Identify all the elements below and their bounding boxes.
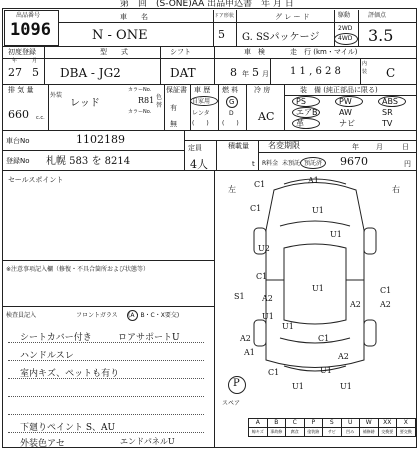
reg-label: 登録No: [6, 157, 30, 165]
color-no-value: R81: [138, 96, 155, 105]
drive-2wd: 2WD: [338, 25, 353, 32]
damage-mark: A1: [308, 176, 319, 185]
note-line-2: ロアサポートU: [118, 333, 180, 343]
damage-mark: A2: [262, 294, 273, 303]
ac-label: 冷 房: [254, 86, 271, 94]
damage-mark: A2: [240, 334, 251, 343]
damage-mark: A2: [338, 352, 349, 361]
damage-mark: U1: [262, 312, 274, 321]
note-line-1: シートカバー付き: [20, 333, 92, 343]
model-value: DBA - JG2: [60, 66, 121, 80]
equip-item: ナビ: [339, 119, 355, 128]
equip-label: 装 備 (純正部品に限る): [300, 86, 378, 94]
chassis-value: 1102189: [76, 133, 125, 146]
note-line-4: 室内キズ、ペットも有り: [20, 369, 120, 379]
lot-label: 出品番号: [16, 12, 41, 19]
equip-item: PW: [339, 97, 352, 106]
car-name-label: 車 名: [120, 13, 148, 21]
load-label: 積載量: [228, 142, 249, 150]
legend-key: B: [267, 418, 287, 428]
legend-desc: 補修跡: [359, 427, 379, 437]
equip-item: 革: [296, 119, 304, 128]
equip-circle: [335, 96, 363, 107]
lot-number: 1096: [10, 20, 51, 40]
spare-label: スペア: [222, 400, 241, 407]
legend-desc: 事故修: [267, 427, 287, 437]
equip-circle: [292, 107, 320, 118]
car-name: N - ONE: [92, 28, 148, 43]
grade-value: G. SSパッケージ: [242, 32, 320, 43]
legend-desc: 腐食: [285, 427, 305, 437]
legend-key: XX: [378, 418, 398, 428]
equip-item: AW: [339, 108, 352, 117]
color-change-label: 色替: [156, 94, 163, 109]
legend-desc: 塗装跡: [304, 427, 324, 437]
equip-item: エアB: [296, 108, 318, 117]
equip-circle: [292, 96, 320, 107]
model-label: 型 式: [100, 48, 128, 56]
damage-mark: C1: [250, 204, 262, 213]
fuel-label: 燃 料: [222, 86, 239, 94]
score-label: 評価点: [368, 12, 387, 19]
equip-circle: [292, 118, 320, 129]
note-line-6: 外装色アセ: [20, 439, 65, 449]
legend-key: W: [359, 418, 379, 428]
legend-key: U: [341, 418, 361, 428]
drive-label: 駆動: [338, 12, 351, 19]
equip-item: SR: [382, 108, 393, 117]
damage-mark: C1: [268, 368, 280, 377]
capacity-label: 定員: [188, 144, 202, 152]
first-reg-year: 27: [8, 66, 22, 79]
note-line-7: エンドパネルU: [120, 437, 175, 446]
note-line-3: ハンドルスレ: [20, 351, 74, 361]
shift-value: DAT: [170, 66, 196, 80]
shift-label: シフト: [170, 48, 191, 56]
inspection-month: 5: [252, 66, 259, 79]
mileage-value: 1 1 , 6 2 8: [290, 66, 341, 77]
warranty-label: 保証書: [166, 86, 187, 94]
chassis-label: 車台No: [6, 137, 30, 145]
damage-mark: A1: [244, 348, 255, 357]
legend-desc: 要交換: [396, 427, 416, 437]
drive-4wd: 4WD: [338, 35, 353, 42]
capacity-value: 4人: [190, 158, 208, 171]
damage-mark: U1: [330, 230, 342, 239]
legend-key: S: [322, 418, 342, 428]
interior-value: C: [386, 66, 396, 80]
notes-label: ※注意事項記入欄（修復・不具合箇所および状態等）: [6, 266, 150, 273]
damage-mark: U1: [292, 382, 304, 391]
damage-mark: U1: [320, 366, 332, 375]
ac-value: AC: [258, 110, 275, 123]
inspection-label: 車 検: [244, 48, 265, 56]
sales-point-label: セールスポイント: [8, 176, 64, 184]
doors-label: ドア形状: [214, 13, 234, 19]
first-reg-label: 初度登録: [8, 48, 36, 56]
recycle-amount: 9670: [340, 155, 368, 168]
damage-mark: C1: [256, 272, 268, 281]
reg-value: 札幌 583 を 8214: [46, 156, 131, 167]
legend-desc: 線キズ: [248, 427, 268, 437]
damage-mark: A2: [380, 300, 391, 309]
damage-mark: U2: [258, 244, 270, 253]
legend-key: A: [248, 418, 268, 428]
form-title: 第 回 (S-ONE)AA 出品申込書 年 月 日: [120, 0, 294, 9]
damage-mark: C1: [318, 334, 330, 343]
windshield-options: (A・B・C・X要交): [128, 312, 180, 319]
interior-label: 内装: [362, 61, 368, 75]
damage-mark: C1: [380, 286, 392, 295]
legend-key: P: [304, 418, 324, 428]
damage-mark: U1: [312, 206, 324, 215]
equip-item: ABS: [382, 97, 398, 106]
damage-mark: U1: [340, 382, 352, 391]
legend-desc: 交換要: [378, 427, 398, 437]
damage-mark: S1: [234, 292, 245, 301]
doors-value: 5: [218, 28, 225, 41]
grade-label: グ レ ー ド: [275, 13, 310, 21]
equip-circle: [378, 96, 406, 107]
diagram-right-label: 右: [392, 185, 400, 194]
diagram-left-label: 左: [228, 185, 236, 194]
first-reg-month: 5: [32, 66, 39, 79]
color-value: レッド: [70, 98, 100, 109]
equip-item: PS: [296, 97, 306, 106]
damage-mark: C1: [254, 180, 266, 189]
tax-label: 名変期限: [268, 141, 300, 150]
displacement-label: 排 気 量: [8, 86, 34, 94]
history-label: 車 歴: [194, 86, 211, 94]
damage-mark: U1: [282, 322, 294, 331]
mileage-label: 走 行 (km・マイル): [290, 48, 358, 56]
legend-key: C: [285, 418, 305, 428]
legend-desc: 凹み: [341, 427, 361, 437]
damage-mark: U1: [312, 284, 324, 293]
windshield-label: フロントガラス: [76, 312, 118, 319]
inspection-year: 8: [230, 66, 237, 79]
spare-mark: P: [233, 378, 240, 389]
legend-desc: サビ: [322, 427, 342, 437]
displacement-value: 660: [8, 108, 29, 121]
color-label: 外装: [50, 92, 63, 99]
inspector-label: 検査員記入: [6, 312, 37, 319]
legend-key: X: [396, 418, 416, 428]
score-value: 3.5: [368, 26, 394, 45]
equip-item: TV: [382, 119, 393, 128]
damage-mark: A2: [350, 300, 361, 309]
note-line-5: 下廻りペイント S、AU: [20, 423, 116, 433]
